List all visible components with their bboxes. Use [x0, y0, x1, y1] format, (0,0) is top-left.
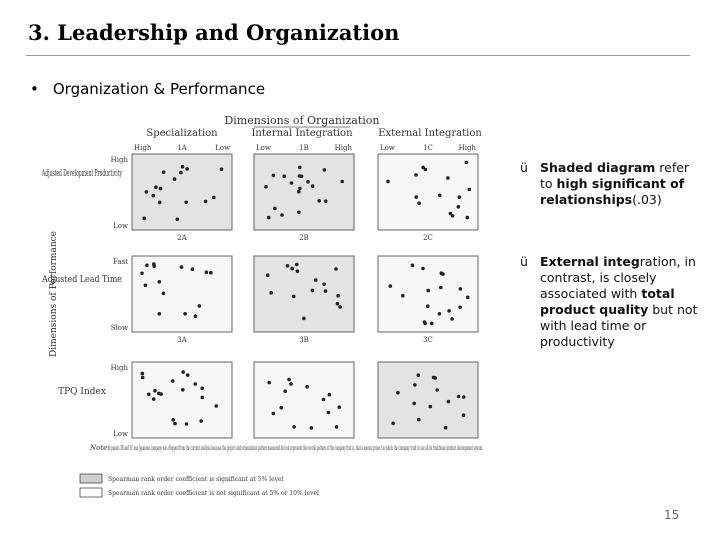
scatter-point [465, 161, 469, 165]
note-shaded-diagram [520, 160, 700, 208]
scatter-point [297, 211, 301, 215]
scatter-panel [254, 256, 354, 332]
scatter-point [439, 286, 443, 290]
scatter-point [145, 264, 149, 268]
scatter-point [214, 404, 218, 408]
scatter-point [458, 306, 462, 310]
scatter-point [292, 425, 296, 429]
notes-list [520, 160, 700, 396]
scatter-point [311, 289, 315, 293]
scatter-point [306, 180, 310, 184]
scatter-point [462, 395, 466, 399]
slide-title: 3. Leadership and Organization [28, 20, 400, 45]
scatter-point [417, 373, 421, 377]
scatter-point [290, 181, 294, 185]
scatter-point [447, 309, 451, 313]
page-number: 15 [664, 508, 680, 522]
scatter-point [441, 272, 445, 276]
scatter-point [438, 194, 442, 198]
scatter-point [209, 271, 213, 275]
column-tick-label: Low [380, 144, 395, 152]
scatter-point [141, 376, 145, 380]
scatter-panel [254, 362, 354, 438]
scatter-point [153, 389, 157, 393]
scatter-point [450, 317, 454, 321]
column-label-external-integration: External Integration [378, 128, 482, 139]
scatter-point [423, 322, 427, 326]
scatter-point [267, 216, 271, 220]
row-label-tpq: TPQ Index [58, 387, 106, 397]
scatter-point [323, 168, 327, 172]
column-tick-label: Low [256, 144, 271, 152]
legend-swatch-plain [80, 488, 102, 497]
scatter-point [201, 396, 205, 400]
column-tick-label: 1B [299, 144, 309, 152]
scatter-point [451, 214, 455, 218]
scatter-point [264, 185, 268, 189]
scatter-point [152, 194, 156, 198]
title-divider [26, 55, 690, 56]
scatter-point [145, 190, 149, 194]
scatter-point [444, 426, 448, 430]
scatter-point [338, 405, 342, 409]
scatter-point [417, 418, 421, 422]
scatter-point [141, 372, 145, 376]
column-label-specialization: Specialization [146, 128, 218, 139]
figure-header: Dimensions of Organization [224, 114, 380, 127]
column-label-internal-integration: Internal Integration [251, 128, 353, 139]
scatter-point [173, 422, 177, 426]
panel-id-label: 2B [299, 234, 309, 242]
note-1-text-a: refer to [540, 160, 690, 191]
panel-id-label: 2C [423, 234, 433, 242]
scatter-point [272, 174, 276, 178]
figure-note-text: In panels 3B and 3C one Japanese company was dropped from the current analysis because the project and organization pattern measured did not represent the overall pattern of the company that is, that a special project in which the company tried to use all its traditional product development system. [108, 445, 484, 452]
scatter-point [152, 262, 156, 266]
scatter-point [282, 174, 286, 178]
scatter-point [426, 304, 430, 308]
scatter-point [324, 199, 328, 203]
scatter-point [144, 284, 148, 288]
scatter-point [220, 167, 224, 171]
scatter-point [457, 395, 461, 399]
scatter-point [435, 388, 439, 392]
row-label-lead-time: Adjusted Lead Time [41, 275, 122, 285]
scatter-point [297, 190, 301, 194]
scatter-point [298, 166, 302, 170]
scatter-point [412, 402, 416, 406]
organization-performance-figure [32, 104, 494, 502]
scatter-point [467, 188, 471, 192]
scatter-point [181, 165, 185, 169]
note-1-text-b: (.03) [632, 192, 662, 207]
scatter-point [338, 305, 342, 309]
scatter-point [171, 379, 175, 383]
scatter-point [311, 184, 315, 188]
panel-id-label: 2A [177, 234, 187, 242]
scatter-point [411, 264, 415, 268]
scatter-point [176, 218, 180, 222]
note-1-bold-b: high significant of relationships [540, 176, 685, 207]
scatter-point [179, 171, 183, 175]
scatter-point [413, 383, 417, 387]
scatter-panel [378, 362, 478, 438]
scatter-point [317, 199, 321, 203]
scatter-point [447, 400, 451, 404]
scatter-point [194, 314, 198, 318]
note-2-text-b: but not with lead time or productivity [540, 302, 698, 349]
scatter-point [302, 317, 306, 321]
row-high-label: Fast [113, 258, 128, 266]
note-2-bold-b: total product quality [540, 286, 675, 317]
scatter-point [183, 312, 187, 316]
scatter-point [314, 278, 318, 282]
panel-layer [111, 144, 478, 438]
scatter-point [401, 294, 405, 298]
scatter-point [152, 397, 156, 401]
scatter-point [457, 205, 461, 209]
scatter-point [386, 180, 390, 184]
scatter-point [154, 185, 158, 189]
scatter-point [200, 387, 204, 391]
scatter-point [181, 388, 185, 392]
scatter-point [421, 267, 425, 271]
scatter-point [335, 425, 339, 429]
note-2-text-a: ration, in contrast, is closely associated with [540, 254, 696, 301]
scatter-point [391, 422, 395, 426]
column-tick-label: Low [215, 144, 230, 152]
scatter-point [204, 200, 208, 204]
scatter-point [171, 418, 175, 422]
scatter-point [322, 283, 326, 287]
scatter-point [191, 267, 195, 271]
y-axis-label: Dimensions of Performance [49, 231, 59, 357]
scatter-point [296, 269, 300, 273]
column-tick-label: High [334, 144, 352, 152]
legend-text-not-significant: Spearman rank order coefficient is not significant at 5% or 10% level [108, 490, 319, 497]
scatter-point [289, 382, 293, 386]
scatter-point [340, 180, 344, 184]
scatter-point [458, 195, 462, 199]
column-tick-label: High [134, 144, 152, 152]
scatter-point [438, 312, 442, 316]
scatter-panel [378, 256, 478, 332]
scatter-point [305, 385, 309, 389]
scatter-point [269, 291, 273, 295]
scatter-point [185, 167, 189, 171]
note-2-bold-a: External integ [540, 254, 640, 269]
scatter-point [158, 201, 162, 205]
panel-id-label: 3B [299, 336, 309, 344]
scatter-point [424, 168, 428, 172]
scatter-point [273, 207, 277, 211]
scatter-point [426, 289, 430, 293]
column-tick-label: 1A [177, 144, 187, 152]
panel-id-label: 3C [423, 336, 433, 344]
scatter-point [198, 304, 202, 308]
scatter-point [310, 426, 314, 430]
scatter-point [193, 382, 197, 386]
scatter-point [300, 174, 304, 178]
scatter-point [336, 294, 340, 298]
scatter-point [430, 322, 434, 326]
row-label-productivity: Adjusted Development Productivity [41, 169, 123, 179]
scatter-point [140, 272, 144, 276]
scatter-point [327, 411, 331, 415]
scatter-point [185, 422, 189, 426]
column-tick-label: High [458, 144, 476, 152]
scatter-point [199, 419, 203, 423]
scatter-point [462, 413, 466, 417]
scatter-point [417, 201, 421, 205]
scatter-point [286, 264, 290, 268]
scatter-point [280, 213, 284, 217]
scatter-point [334, 267, 338, 271]
scatter-point [298, 187, 302, 191]
scatter-point [159, 187, 163, 191]
scatter-point [181, 370, 185, 374]
scatter-point [324, 289, 328, 293]
scatter-point [158, 280, 162, 284]
scatter-point [186, 373, 190, 377]
check-icon: ü [520, 160, 528, 175]
legend-swatch-shaded [80, 474, 102, 483]
scatter-point [432, 376, 436, 380]
scatter-point [287, 378, 291, 382]
scatter-point [336, 302, 340, 306]
scatter-point [184, 201, 188, 205]
scatter-point [158, 312, 162, 316]
scatter-point [295, 263, 299, 267]
scatter-point [290, 267, 294, 271]
scatter-point [142, 217, 146, 221]
scatter-point [266, 273, 270, 277]
scatter-point [280, 406, 284, 410]
scatter-point [173, 177, 177, 181]
scatter-point [389, 284, 393, 288]
column-tick-label: 1C [423, 144, 433, 152]
row-low-label: Slow [110, 324, 128, 332]
subtitle-text: Organization & Performance [52, 80, 266, 98]
scatter-point [157, 392, 161, 396]
scatter-panel [378, 154, 478, 230]
scatter-point [466, 296, 470, 300]
scatter-point [267, 381, 271, 385]
scatter-point [283, 389, 287, 393]
scatter-point [162, 170, 166, 174]
scatter-point [446, 176, 450, 180]
scatter-point [429, 405, 433, 409]
scatter-point [212, 196, 216, 200]
scatter-point [205, 270, 209, 274]
subtitle-bullet [30, 80, 265, 98]
row-high-label: High [110, 364, 128, 372]
note-1-bold-a: Shaded diagram [540, 160, 656, 175]
scatter-point [414, 195, 418, 199]
figure-note-label: Note: [90, 444, 110, 452]
scatter-point [414, 173, 418, 177]
scatter-point [396, 391, 400, 395]
scatter-point [272, 412, 276, 416]
scatter-point [180, 265, 184, 269]
scatter-point [466, 216, 470, 220]
scatter-point [147, 393, 151, 397]
scatter-point [459, 287, 463, 291]
scatter-point [162, 292, 166, 296]
row-high-label: High [110, 156, 128, 164]
note-external-integration [520, 254, 700, 350]
bullet-dot: • [30, 80, 39, 98]
row-low-label: Low [113, 430, 128, 438]
panel-id-label: 3A [177, 336, 187, 344]
scatter-point [328, 393, 332, 397]
row-low-label: Low [113, 222, 128, 230]
scatter-point [292, 295, 296, 299]
check-icon: ü [520, 254, 528, 269]
scatter-point [322, 398, 326, 402]
legend-text-significant: Spearman rank order coefficient is significant at 5% level [108, 476, 284, 483]
scatter-panel-grid [32, 104, 494, 502]
